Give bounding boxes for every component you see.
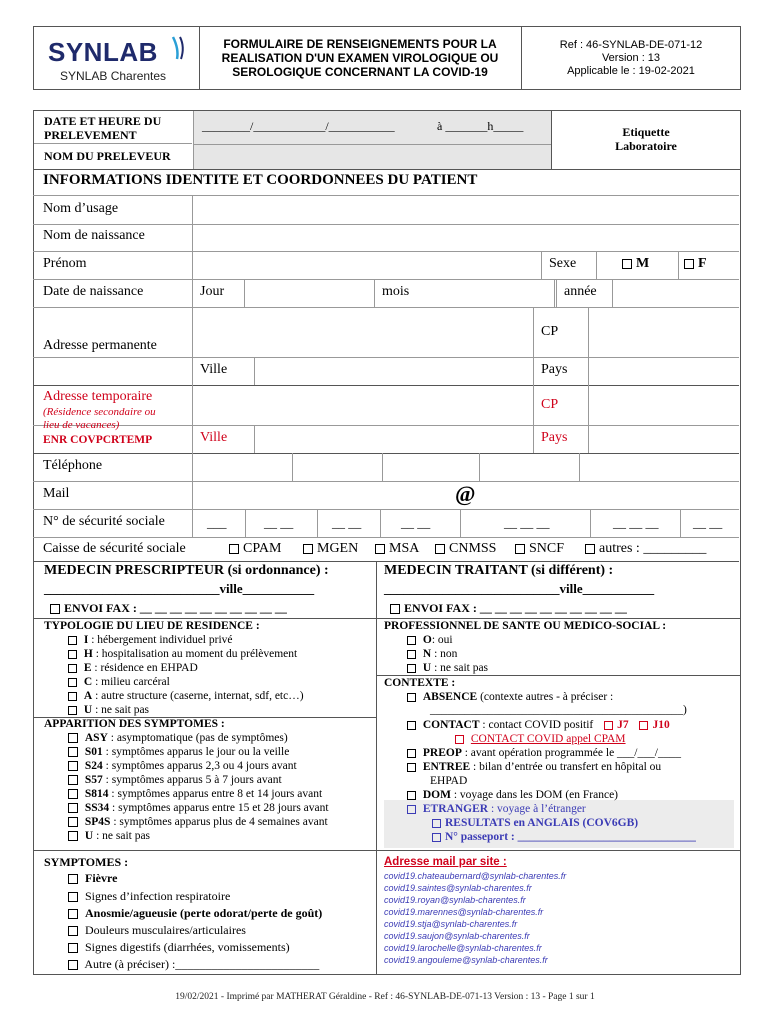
mail-link[interactable]: covid19.royan@synlab-charentes.fr [384,895,526,905]
professionnel-item-n[interactable]: N : non [407,648,457,660]
symptomes-divider [376,850,377,974]
row-adresse-ville [33,357,739,386]
preop-checkbox[interactable] [407,749,416,758]
secu-input-2[interactable] [245,509,318,537]
annee-input[interactable] [612,279,739,307]
prof-n-checkbox[interactable] [407,650,416,659]
dom-checkbox[interactable] [407,791,416,800]
symptome-respiratoire[interactable]: Signes d’infection respiratoire [68,889,230,904]
annee-cell [556,279,613,307]
apparition-item-s01[interactable]: S01 : symptômes apparus le jour ou la veille [68,746,289,758]
j10-option[interactable]: J10 [639,719,669,731]
symptome-douleurs[interactable]: Douleurs musculaires/articulaires [68,923,246,938]
resultats-anglais[interactable]: RESULTATS en ANGLAIS (COV6GB) [432,817,638,829]
synlab-logo [48,37,158,68]
prenom-input[interactable] [192,251,542,279]
typologie-item-h[interactable]: H : hospitalisation au moment du prélèvement [68,648,297,660]
s57-checkbox[interactable] [68,775,78,785]
prelevement-block [33,110,741,170]
contexte-dom[interactable]: DOM : voyage dans les DOM (en France) [407,789,618,801]
etiquette-1: Etiquette [622,125,670,139]
mail-link[interactable]: covid19.stja@synlab-charentes.fr [384,919,518,929]
s24-checkbox[interactable] [68,761,78,771]
symptome-autre[interactable]: Autre (à préciser) :________________________ [68,957,319,972]
symptome-digestifs[interactable]: Signes digestifs (diarrhées, vomissements) [68,940,290,955]
contexte-entree[interactable]: ENTREE : bilan d’entrée ou transfert en hôpital ou [407,761,661,773]
adresse-permanente-label: Adresse permanente [43,338,157,353]
row-caisse [33,537,739,562]
apparition-title: APPARITION DES SYMPTOMES : [44,718,225,730]
cp-input[interactable] [588,307,739,357]
ville-input[interactable] [254,357,534,385]
mails-title: Adresse mail par site : [384,856,507,868]
etiquette-box [551,111,740,169]
mail-link[interactable]: covid19.saujon@synlab-charentes.fr [384,931,530,941]
cp-temp-input[interactable] [588,385,739,425]
entree-line-2: EHPAD [430,775,468,787]
symptome-fievre[interactable]: Fièvre [68,871,117,886]
secu-blank-6: __ __ __ [613,515,659,530]
medecins-block [33,561,741,619]
apparition-item-sp4s[interactable]: SP4S : symptômes apparus plus de 4 semaines avant [68,816,328,828]
enr-code: ENR COVPCRTEMP [43,434,153,446]
adresse-permanente-input[interactable] [192,307,534,357]
secu-label: N° de sécurité sociale [43,514,165,529]
typologie-item-e[interactable]: E : résidence en EHPAD [68,662,198,674]
contact-checkbox[interactable] [407,721,416,730]
secu-blank-3: __ __ [332,515,362,530]
professionnel-item-o[interactable]: O: oui [407,634,453,646]
caisse-label: Caisse de sécurité sociale [43,541,186,556]
ville-temp-cell [192,425,255,453]
caisse-option-cpam[interactable]: CPAM [229,541,281,557]
page-footer: 19/02/2021 - Imprimé par MATHERAT Géraldine - Ref : 46-SYNLAB-DE-071-13 Version : 13 - Page 1 sur 1 [175,992,595,1002]
secu-input-6[interactable] [590,509,681,537]
prescripteur-title: MEDECIN PRESCRIPTEUR (si ordonnance) : [44,563,329,578]
s01-checkbox[interactable] [68,747,78,757]
pays-input[interactable] [588,357,739,385]
row-nom-naissance [33,223,739,252]
nom-usage-label: Nom d’usage [43,201,119,216]
nom-naissance-label: Nom de naissance [43,228,145,243]
absence-checkbox[interactable] [407,693,416,702]
secu-blank-1: ___ [207,515,227,530]
mail-link[interactable]: covid19.angouleme@synlab-charentes.fr [384,955,548,965]
adresse-temp-label: Adresse temporaire [43,389,153,404]
j10-checkbox[interactable] [639,721,648,730]
ss34-checkbox[interactable] [68,803,78,813]
telephone-input-2[interactable] [292,453,383,481]
telephone-input-4[interactable] [479,453,580,481]
contexte-etranger[interactable]: ETRANGER : voyage à l’étranger [407,803,586,815]
prescripteur-line[interactable]: ___________________________ville___________ [44,581,315,596]
telephone-input-5[interactable] [579,453,739,481]
date-label-1: DATE ET HEURE DU [44,114,162,128]
date-input[interactable] [193,111,551,145]
asy-checkbox[interactable] [68,733,78,743]
secu-blank-5: __ __ __ [504,515,550,530]
sexe-m-option[interactable]: M [622,256,649,272]
lower-divider [376,618,377,850]
apparition-item-asy[interactable]: ASY : asymptomatique (pas de symptômes) [68,732,288,744]
apparition-item-ss34[interactable]: SS34 : symptômes apparus entre 15 et 28 jours avant [68,802,329,814]
cpam-checkbox[interactable] [229,544,239,554]
pays-cell [533,357,589,385]
apparition-item-u[interactable]: U : ne sait pas [68,830,150,842]
apparition-item-s814[interactable]: S814 : symptômes apparus entre 8 et 14 jours avant [68,788,322,800]
logo-subtitle: SYNLAB Charentes [60,69,167,83]
prescripteur-fax-checkbox[interactable] [50,604,60,614]
logo-box [34,27,200,89]
mail-label: Mail [43,486,70,501]
ref-box [521,27,740,89]
sexe-label: Sexe [549,256,577,271]
contexte-contact[interactable]: CONTACT : contact COVID positif J7 J10 [407,719,670,731]
ville-temp-label: Ville [200,430,228,445]
mail-link[interactable]: covid19.larochelle@synlab-charentes.fr [384,943,542,953]
mgen-checkbox[interactable] [303,544,313,554]
title-line-1: FORMULAIRE DE RENSEIGNEMENTS POUR LA [223,37,497,51]
contexte-preop[interactable]: PREOP : avant opération programmée le ___/___/____ [407,747,681,759]
prof-o-checkbox[interactable] [407,636,416,645]
contexte-absence[interactable]: ABSENCE (contexte autres - à préciser : [407,691,613,703]
secu-input-1[interactable] [192,509,246,537]
typologie-h-checkbox[interactable] [68,650,77,659]
mail-link[interactable]: covid19.saintes@synlab-charentes.fr [384,883,532,893]
row-adresse-permanente [33,307,739,358]
mois-cell [374,279,555,307]
jour-input[interactable] [244,279,375,307]
entree-checkbox[interactable] [407,763,416,772]
telephone-input-1[interactable] [192,453,293,481]
prescripteur-fax[interactable]: ENVOI FAX : __ __ __ __ __ __ __ __ __ __ [50,601,287,616]
secu-input-5[interactable] [460,509,591,537]
adresse-temp-note-2: lieu de vacances) [43,419,120,431]
caisse-option-sncf[interactable]: SNCF [515,541,564,557]
typologie-a-checkbox[interactable] [68,692,77,701]
mois-label: mois [382,284,410,299]
adresse-temp-note-1: (Résidence secondaire ou [43,406,156,418]
nom-naissance-input[interactable] [192,223,739,251]
apparition-item-s24[interactable]: S24 : symptômes apparus 2,3 ou 4 jours avant [68,760,297,772]
pays-temp-input[interactable] [588,425,739,453]
typologie-title: TYPOLOGIE DU LIEU DE RESIDENCE : [44,620,260,632]
s814-checkbox[interactable] [68,789,78,799]
symptome-anosmie[interactable]: Anosmie/agueusie (perte odorat/perte de goût) [68,906,322,921]
traitant-title: MEDECIN TRAITANT (si différent) : [384,563,614,578]
mail-link[interactable]: covid19.chateaubernard@synlab-charentes.fr [384,871,567,881]
professionnel-title: PROFESSIONNEL DE SANTE OU MEDICO-SOCIAL : [384,620,667,632]
secu-input-7[interactable] [680,509,739,537]
ville-temp-input[interactable] [254,425,534,453]
resultats-checkbox[interactable] [432,819,441,828]
passeport-checkbox[interactable] [432,833,441,842]
secu-blank-7: __ __ [693,515,723,530]
sp4s-checkbox[interactable] [68,817,78,827]
title-line-3: SEROLOGIQUE CONCERNANT LA COVID-19 [232,65,488,79]
traitant-fax-checkbox[interactable] [390,604,400,614]
jour-label: Jour [200,284,225,299]
autres-checkbox[interactable] [585,544,595,554]
sexe-cell [541,251,597,279]
caisse-option-mgen[interactable]: MGEN [303,541,358,557]
row-prenom [33,251,739,280]
cnmss-checkbox[interactable] [435,544,445,554]
logo-text: SYNLAB [48,37,158,67]
telephone-input-3[interactable] [382,453,480,481]
title-line-2: REALISATION D'UN EXAMEN VIROLOGIQUE OU [221,51,499,65]
nom-usage-input[interactable] [192,196,739,224]
autre-checkbox[interactable] [68,960,78,970]
form-title [200,37,520,79]
typologie-item-c[interactable]: C : milieu carcéral [68,676,170,688]
preleveur-label: NOM DU PRELEVEUR [44,149,171,163]
pays-label: Pays [541,362,568,377]
digestifs-checkbox[interactable] [68,943,78,953]
row-secu [33,509,739,538]
sexe-f-cell [678,251,739,279]
etranger-checkbox[interactable] [407,805,416,814]
date-field: ________/____________/___________ [202,119,395,133]
ref-text: Ref : 46-SYNLAB-DE-071-12 [559,39,703,51]
absence-line[interactable]: ____________________________________________) [430,704,687,716]
cp-cell [533,307,589,357]
anosmie-checkbox[interactable] [68,909,78,919]
fievre-checkbox[interactable] [68,874,78,884]
contact-cpam[interactable]: CONTACT COVID appel CPAM [455,733,626,745]
date-naissance-label: Date de naissance [43,284,144,299]
sexe-f-checkbox[interactable] [684,259,694,269]
date-label-cell [34,111,192,144]
douleurs-checkbox[interactable] [68,926,78,936]
row-adresse-temp-ville [33,425,739,454]
respiratoire-checkbox[interactable] [68,892,78,902]
contact-cpam-checkbox[interactable] [455,735,464,744]
logo-swoosh-icon [171,35,189,61]
preleveur-input[interactable] [193,145,551,169]
time-field: à _______h_____ [437,119,524,133]
j7-option[interactable]: J7 [604,719,629,731]
medecin-divider [376,561,377,618]
ville-cell [192,357,255,385]
caisse-option-msa[interactable]: MSA [375,541,419,557]
typologie-item-u[interactable]: U : ne sait pas [68,704,149,716]
row-nom-usage [33,195,739,225]
symptomes-title: SYMPTOMES : [44,855,129,869]
jour-cell [192,279,245,307]
typologie-item-a[interactable]: A : autre structure (caserne, internat, sdf, etc…) [68,690,304,702]
row-mail [33,481,739,510]
typologie-item-i[interactable]: I : hébergement individuel privé [68,634,233,646]
msa-checkbox[interactable] [375,544,385,554]
cp-temp-cell [533,385,589,425]
prof-u-checkbox[interactable] [407,664,416,673]
header [33,26,741,90]
passeport[interactable]: N° passeport : _______________________________ [432,831,696,843]
row-telephone [33,453,739,482]
version-text: Version : 13 [601,52,661,64]
secu-input-4[interactable] [380,509,461,537]
professionnel-item-u[interactable]: U : ne sait pas [407,662,488,674]
pays-temp-label: Pays [541,430,568,445]
etiquette-2: Laboratoire [615,139,677,153]
cp-label: CP [541,324,559,339]
typologie-u-checkbox[interactable] [68,706,77,715]
mails-list [384,870,566,966]
pays-temp-cell [533,425,589,453]
caisse-option-cnmss[interactable]: CNMSS [435,541,496,557]
date-label-2: PRELEVEMENT [44,128,137,142]
at-sign: @ [455,481,476,506]
mail-link[interactable]: covid19.marennes@synlab-charentes.fr [384,907,544,917]
row-date-naissance [33,279,739,308]
cp-temp-label: CP [541,397,559,412]
secu-blank-4: __ __ [401,515,431,530]
secu-input-3[interactable] [317,509,381,537]
sexe-m-cell [596,251,679,279]
sncf-checkbox[interactable] [515,544,525,554]
apparition-u-checkbox[interactable] [68,831,78,841]
typologie-e-checkbox[interactable] [68,664,77,673]
traitant-fax[interactable]: ENVOI FAX : __ __ __ __ __ __ __ __ __ __ [390,601,627,616]
secu-blank-2: __ __ [264,515,294,530]
contexte-title: CONTEXTE : [384,677,456,689]
mail-input[interactable] [192,481,739,509]
adresse-temp-input[interactable] [192,385,534,425]
patient-section-title: INFORMATIONS IDENTITE ET COORDONNEES DU PATIENT [43,172,478,188]
typologie-i-checkbox[interactable] [68,636,77,645]
applicable-text: Applicable le : 19-02-2021 [567,65,695,77]
right-mid-divider [376,675,740,676]
ville-label: Ville [200,362,228,377]
caisse-option-autres[interactable]: autres : _________ [585,541,706,557]
typologie-c-checkbox[interactable] [68,678,77,687]
prenom-label: Prénom [43,256,87,271]
caisse-options [213,537,739,561]
j7-checkbox[interactable] [604,721,613,730]
traitant-line[interactable]: ___________________________ville___________ [384,581,655,596]
sexe-m-checkbox[interactable] [622,259,632,269]
sexe-f-option[interactable]: F [684,256,707,272]
telephone-label: Téléphone [43,458,103,473]
annee-label: année [564,284,597,299]
apparition-item-s57[interactable]: S57 : symptômes apparus 5 à 7 jours avant [68,774,282,786]
